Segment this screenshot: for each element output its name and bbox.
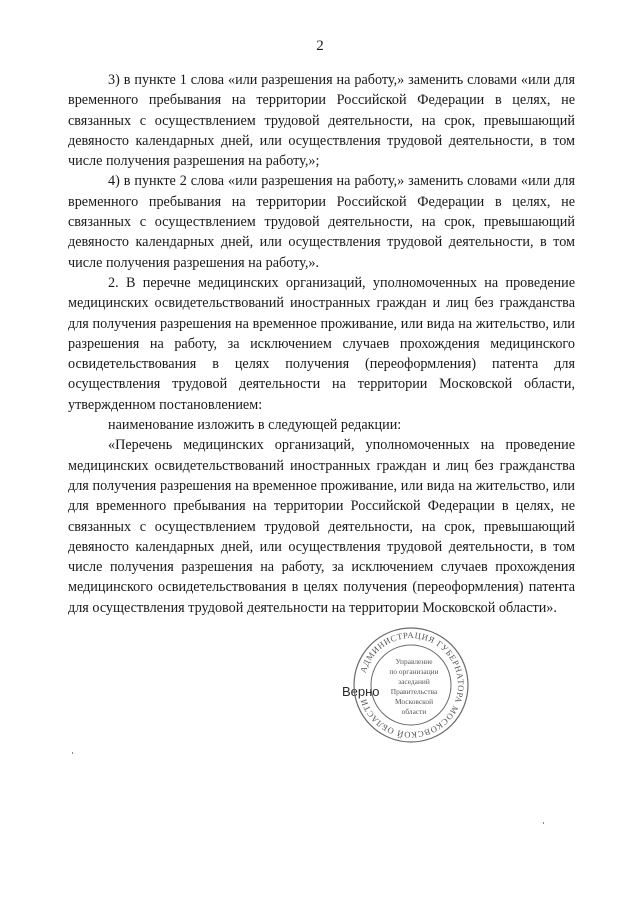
svg-text:Московской: Московской [394, 697, 434, 706]
paragraph-naming-instruction: наименование изложить в следующей редакции: [108, 417, 402, 434]
document-body [68, 70, 575, 618]
paragraph-section-2: 2. В перечне медицинских организаций, уполномоченных на проведение медицинских освидетельствований иностранных граждан и лиц без гражданства для получения разрешения на временное проживание, или вида на жительство, или разрешения на работу, за исключением случаев прохождения медицинского освидетельствования в целях получения (переоформления) патента для осуществления трудовой деятельности на территории Московской области, утвержденном постановлением: [68, 274, 575, 413]
official-stamp [352, 626, 470, 744]
stamp-ring-text: АДМИНИСТРАЦИЯ ГУБЕРНАТОРА МОСКОВСКОЙ ОБЛАСТИ [357, 629, 467, 741]
verno-label: Верно [342, 684, 380, 699]
scan-speck [543, 822, 544, 824]
paragraph-new-title-quote: «Перечень медицинских организаций, уполномоченных на проведение медицинских освидетельствований иностранных граждан и лиц без гражданства для получения разрешения на временное проживание, или вида на жительство, или для временного пребывания на территории Российской Федерации в целях, не связанных с осуществлением трудовой деятельности, на срок, превышающий девяносто календарных дней, или осуществления трудовой деятельности, в том числе получения разрешения на работу, за исключением случаев прохождения медицинского освидетельствования в целях получения (переоформления) патента для осуществления трудовой деятельности на территории Московской области». [68, 437, 575, 616]
svg-text:заседаний: заседаний [398, 677, 430, 686]
svg-text:Правительства: Правительства [390, 687, 438, 696]
paragraph-item-3: 3) в пункте 1 слова «или разрешения на работу,» заменить словами «или для временного пребывания на территории Российской Федерации в целях, не связанных с осуществлением трудовой деятельности, на срок, превышающий девяносто календарных дней, или осуществления трудовой деятельности, в том числе получения разрешения на работу,»; [68, 72, 575, 170]
svg-text:по организации: по организации [389, 667, 439, 676]
page-number: 2 [316, 38, 324, 54]
svg-text:области: области [401, 707, 427, 716]
scan-speck [72, 752, 73, 754]
stamp-center-text [389, 657, 438, 716]
paragraph-item-4: 4) в пункте 2 слова «или разрешения на работу,» заменить словами «или для временного пребывания на территории Российской Федерации в целях, не связанных с осуществлением трудовой деятельности, на срок, превышающий девяносто календарных дней, или осуществления трудовой деятельности, в том числе получения разрешения на работу,». [68, 173, 575, 271]
svg-text:Управление: Управление [395, 657, 433, 666]
